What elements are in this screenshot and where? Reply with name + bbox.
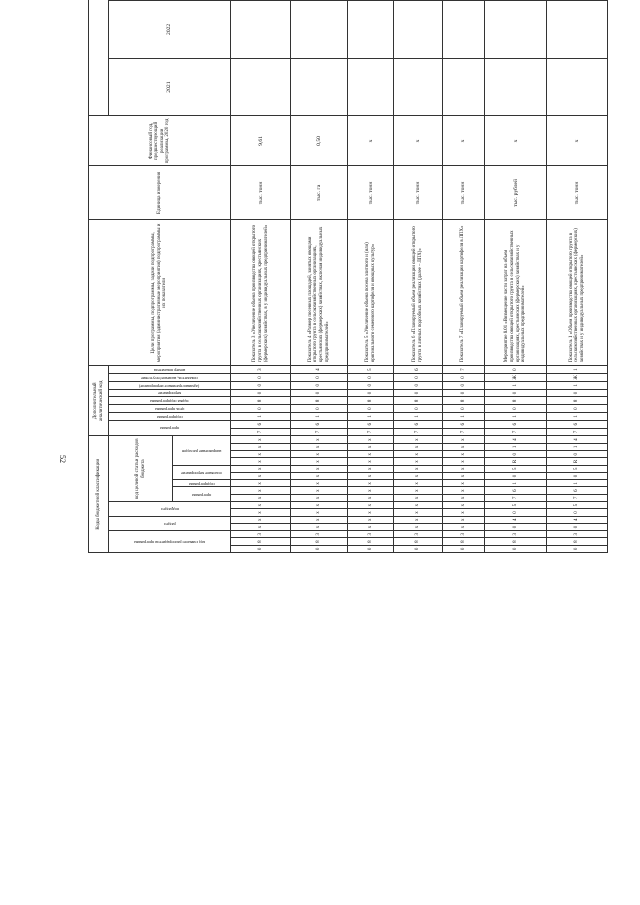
budget-code-digit: x <box>231 472 291 479</box>
budget-code-digit: 8 <box>231 538 291 545</box>
year-value <box>442 0 484 58</box>
budget-code-digit: 0 <box>484 545 546 552</box>
analytic-code-digit: 0 <box>442 374 484 382</box>
budget-code-digit: x <box>394 494 442 501</box>
year-value <box>394 0 442 58</box>
budget-code-digit: x <box>347 494 393 501</box>
analytic-code-digit: 1 <box>547 381 608 389</box>
analytic-code-digit: 0 <box>484 405 546 413</box>
budget-code-digit: x <box>231 509 291 516</box>
budget-code-digit: 4 <box>547 436 608 443</box>
analytic-code-digit: 7 <box>291 428 347 436</box>
budget-code-digit: 4 <box>484 516 546 523</box>
main-event-code-header: основное мероприятие <box>173 465 231 480</box>
analytic-code-digit: 1 <box>231 413 291 421</box>
analytic-code-digit: 1 <box>291 413 347 421</box>
table-row <box>394 0 442 553</box>
budget-code-digit: x <box>291 451 347 458</box>
analytic-code-digit: 5 <box>347 366 393 374</box>
year-2022-header: 2022 <box>109 0 231 58</box>
analytic-code-digit: 0 <box>347 405 393 413</box>
budget-code-digit: 3 <box>484 531 546 538</box>
budget-code-digit: x <box>347 487 393 494</box>
budget-code-digit: 3 <box>394 531 442 538</box>
analytic-code-digit: Ж <box>547 374 608 382</box>
subsection-header: подраздел <box>109 502 231 517</box>
table-row <box>547 0 608 553</box>
year-value <box>291 0 347 58</box>
budget-code-digit: x <box>442 502 484 509</box>
analytic-code-digit: 0 <box>347 374 393 382</box>
analytic-code-digit: 7 <box>231 428 291 436</box>
base-year-value: 9,61 <box>231 116 291 166</box>
budget-code-digit: x <box>442 516 484 523</box>
table-row <box>231 0 291 553</box>
budget-code-digit: 0 <box>231 545 291 552</box>
analytic-indicator-type-header: показатель, наличие/отсутствие <box>109 374 231 382</box>
budget-code-digit: 3 <box>347 531 393 538</box>
budget-code-digit: x <box>291 465 347 472</box>
admin-code-header: код главного распорядителя программы <box>109 531 231 553</box>
analytic-code-digit: 0 <box>394 374 442 382</box>
budget-code-digit: x <box>291 487 347 494</box>
budget-code-digit: x <box>291 458 347 465</box>
budget-code-digit: x <box>231 523 291 530</box>
budget-code-digit: x <box>394 465 442 472</box>
analytic-code-digit: 0 <box>347 389 393 397</box>
analytic-code-digit: 0 <box>231 374 291 382</box>
budget-code-digit: 1 <box>547 443 608 450</box>
year-value <box>347 58 393 116</box>
analytic-code-digit: 8 <box>231 397 291 405</box>
budget-code-digit: x <box>347 436 393 443</box>
budget-code-digit: 0 <box>484 472 546 479</box>
analytic-code-digit: 0 <box>347 381 393 389</box>
analytic-task-header: задача подпрограммы <box>109 397 231 405</box>
budget-code-digit: x <box>291 443 347 450</box>
year-value <box>442 58 484 116</box>
analytic-code-digit: 0 <box>442 381 484 389</box>
budget-code-digit: x <box>442 443 484 450</box>
indicator-text: Показатель 4 «Размер посевных площадей, занятых овощами открытого грунта в сельскохозяйственных организациях, крестьянских (фермерских) хозяйствах, включая индивидуальных предпринимателей» <box>291 220 347 366</box>
unit-header: Единица измерения <box>89 166 231 220</box>
fiscal-year-header: Финансовый год, предшествующий реализации программы, 2020 год <box>89 116 231 166</box>
budget-code-digit: x <box>442 480 484 487</box>
budget-code-digit: x <box>231 480 291 487</box>
budget-code-digit: 0 <box>547 451 608 458</box>
budget-code-digit: x <box>442 472 484 479</box>
analytic-code-digit: 7 <box>347 428 393 436</box>
budget-code-digit: 8 <box>291 538 347 545</box>
analytic-code-digit: 4 <box>291 366 347 374</box>
analytic-code-digit: 0 <box>547 389 608 397</box>
budget-code-digit: 6 <box>547 487 608 494</box>
analytic-code-digit: 8 <box>547 397 608 405</box>
budget-code-digit: x <box>347 523 393 530</box>
subprogram-code-header: подпрограмма <box>173 480 231 487</box>
budget-code-digit: 8 <box>547 538 608 545</box>
analytic-admin-header: (административное мероприятие) <box>109 381 231 389</box>
budget-code-digit: 0 <box>291 545 347 552</box>
analytic-code-digit: 8 <box>442 397 484 405</box>
budget-code-digit: x <box>442 458 484 465</box>
year-value <box>347 0 393 58</box>
year-value <box>547 0 608 58</box>
budget-code-digit: 3 <box>547 531 608 538</box>
unit-cell: тыс. рублей <box>484 166 546 220</box>
base-year-value: x <box>547 116 608 166</box>
analytic-goal-header: цель программы <box>109 405 231 413</box>
analytic-code-digit: 1 <box>394 413 442 421</box>
analytic-code-digit: 0 <box>547 405 608 413</box>
analytic-code-digit: 6 <box>291 420 347 428</box>
budget-code-digit: 4 <box>547 516 608 523</box>
indicator-text: Показатель 7 «Планируемый объем реализации картофеля в ЛПХ» <box>442 220 484 366</box>
budget-code-digit: x <box>231 465 291 472</box>
section-header: раздел <box>109 516 231 531</box>
budget-code-digit: x <box>442 487 484 494</box>
analytic-code-digit: 1 <box>484 413 546 421</box>
base-year-value: x <box>347 116 393 166</box>
budget-code-digit: 0 <box>394 545 442 552</box>
year-value <box>394 58 442 116</box>
analytic-code-digit: 0 <box>394 405 442 413</box>
budget-code-digit: 5 <box>484 465 546 472</box>
budget-code-digit: 0 <box>484 509 546 516</box>
budget-code-digit: x <box>231 443 291 450</box>
budget-code-digit: x <box>231 458 291 465</box>
budget-code-digit: 0 <box>442 545 484 552</box>
budget-code-digit: x <box>291 509 347 516</box>
analytic-code-digit: 6 <box>547 420 608 428</box>
table-row <box>484 0 546 553</box>
unit-cell: тыс. тонн <box>231 166 291 220</box>
year-value <box>484 0 546 58</box>
budget-code-digit: x <box>347 443 393 450</box>
year-value <box>291 58 347 116</box>
analytic-program-header: программа <box>109 420 231 436</box>
analytic-code-digit: 8 <box>394 397 442 405</box>
analytic-subprogram-header: подпрограмма <box>109 413 231 421</box>
analytic-code-digit: 0 <box>484 389 546 397</box>
year-value <box>484 58 546 116</box>
unit-cell: тыс. тонн <box>547 166 608 220</box>
budget-code-digit: x <box>347 458 393 465</box>
unit-cell: тыс. тонн <box>347 166 393 220</box>
budget-code-digit: x <box>231 436 291 443</box>
unit-cell: тыс. га <box>291 166 347 220</box>
budget-code-digit: 0 <box>547 509 608 516</box>
budget-code-digit: x <box>291 494 347 501</box>
program-code-header: программа <box>173 487 231 502</box>
analytic-event-header: мероприятие <box>109 389 231 397</box>
budget-code-digit: x <box>394 487 442 494</box>
analytic-code-digit: 0 <box>442 389 484 397</box>
page-number: 52 <box>58 455 67 463</box>
table-row <box>347 0 393 553</box>
budget-code-digit: 4 <box>484 436 546 443</box>
analytic-code-digit: 3 <box>231 366 291 374</box>
base-year-value: 0,50 <box>291 116 347 166</box>
analytic-code-digit: 6 <box>442 420 484 428</box>
analytic-code-digit: 0 <box>484 366 546 374</box>
analytic-indicator-number-header: номер показателя <box>109 366 231 374</box>
base-year-value: x <box>394 116 442 166</box>
budget-code-digit: x <box>347 451 393 458</box>
budget-code-digit: x <box>347 509 393 516</box>
analytic-code-digit: 7 <box>484 428 546 436</box>
analytic-code-digit: 7 <box>394 428 442 436</box>
budget-code-digit: x <box>394 458 442 465</box>
analytic-code-digit: 0 <box>394 389 442 397</box>
budget-code-digit: 0 <box>347 545 393 552</box>
budget-code-digit: 0 <box>547 472 608 479</box>
table-row <box>291 0 347 553</box>
indicator-text: Мероприятие 8.01 «Возмещение части затрат на объем производства овощей открытого грунта в сельскохозяйственных организациях, крестьянских (фермерских) хозяйствах и у индивидуальных предпринимателей» <box>484 220 546 366</box>
budget-code-digit: x <box>347 472 393 479</box>
analytic-code-digit: 1 <box>547 366 608 374</box>
year-value <box>231 0 291 58</box>
budget-code-digit: x <box>231 494 291 501</box>
budget-code-digit: x <box>291 516 347 523</box>
budget-code-digit: 0 <box>484 523 546 530</box>
budget-code-digit: 6 <box>484 487 546 494</box>
year-value <box>231 58 291 116</box>
budget-code-digit: 1 <box>484 443 546 450</box>
analytic-code-digit: 0 <box>394 381 442 389</box>
budget-code-digit: 5 <box>547 502 608 509</box>
budget-code-digit: x <box>442 509 484 516</box>
analytic-code-digit: 6 <box>394 366 442 374</box>
budget-code-digit: x <box>442 465 484 472</box>
analytic-code-digit: 8 <box>347 397 393 405</box>
analytic-code-digit: 1 <box>484 381 546 389</box>
budget-code-digit: 8 <box>347 538 393 545</box>
budget-code-digit: R <box>484 458 546 465</box>
analytic-code-digit: 6 <box>231 420 291 428</box>
table-row <box>442 0 484 553</box>
budget-code-digit: 5 <box>484 502 546 509</box>
base-year-value: x <box>442 116 484 166</box>
budget-code-digit: x <box>394 443 442 450</box>
analytic-code-digit: 6 <box>347 420 393 428</box>
budget-code-digit: 1 <box>547 480 608 487</box>
budget-code-digit: x <box>347 465 393 472</box>
indicator-text: Показатель 5 «Увеличение объема посева элитного и (или) оригинального семенного картофеля и овощных культур» <box>347 220 393 366</box>
budget-code-digit: x <box>442 436 484 443</box>
goals-header: Цели программы, подпрограммы, задачи подпрограммы, мероприятия (административные мероприятия) подпрограммы и их показатели <box>89 220 231 366</box>
budget-code-digit: x <box>231 487 291 494</box>
target-article-header: код целевой статьи расходов бюджета <box>109 436 173 502</box>
analytic-code-header: Дополнительный аналитический код <box>89 366 109 436</box>
unit-cell: тыс. тонн <box>442 166 484 220</box>
budget-code-digit: x <box>291 523 347 530</box>
budget-code-digit: x <box>442 523 484 530</box>
budget-code-digit: x <box>394 516 442 523</box>
budget-code-digit: x <box>442 451 484 458</box>
year-value <box>547 58 608 116</box>
analytic-code-digit: Ж <box>484 374 546 382</box>
unit-cell: тыс. тонн <box>394 166 442 220</box>
budget-code-digit: x <box>394 509 442 516</box>
analytic-code-digit: 0 <box>231 405 291 413</box>
budget-code-digit: 0 <box>547 545 608 552</box>
analytic-code-digit: 7 <box>442 428 484 436</box>
budget-code-digit: 8 <box>442 538 484 545</box>
budget-code-digit: 8 <box>484 538 546 545</box>
budget-code-digit: x <box>231 502 291 509</box>
analytic-code-digit: 1 <box>547 413 608 421</box>
analytic-code-digit: 0 <box>442 405 484 413</box>
analytic-code-digit: 0 <box>291 381 347 389</box>
analytic-code-digit: 0 <box>231 381 291 389</box>
indicator-text: Показатель 3 «Увеличение объема производства овощей открытого грунта в сельскохозяйственных организациях, крестьянских (фермерских) хозяйствах, в у индивидуальных предпринимателей» <box>231 220 291 366</box>
rotated-table-area <box>88 23 608 888</box>
budget-code-digit: x <box>291 472 347 479</box>
budget-code-digit: 7 <box>547 494 608 501</box>
indicator-text: Показатель 1 «Объем производства овощей открытого грунта в сельскохозяйственных организациях, крестьянских (фермерских) хозяйствах и у индивидуальных предпринимателей» <box>547 220 608 366</box>
analytic-code-digit: 0 <box>291 405 347 413</box>
budget-code-digit: x <box>347 480 393 487</box>
year-2021-header: 2021 <box>109 58 231 116</box>
budget-code-digit: 7 <box>484 494 546 501</box>
direction-code-header: направление расходов <box>173 436 231 465</box>
budget-code-digit: 0 <box>547 523 608 530</box>
analytic-code-digit: 8 <box>291 397 347 405</box>
analytic-code-digit: 0 <box>291 389 347 397</box>
analytic-code-digit: 1 <box>442 413 484 421</box>
analytic-code-digit: 8 <box>484 397 546 405</box>
budget-code-digit: 5 <box>547 465 608 472</box>
budget-code-digit: 3 <box>291 531 347 538</box>
budget-code-digit: 3 <box>442 531 484 538</box>
budget-code-digit: 8 <box>394 538 442 545</box>
landscape-page <box>88 0 608 553</box>
budget-code-digit: x <box>394 480 442 487</box>
budget-code-digit: x <box>347 516 393 523</box>
program-table <box>88 0 608 553</box>
budget-code-digit: x <box>347 502 393 509</box>
indicator-text: Показатель 6 «Планируемый объем реализации овощей открытого грунта в личных подсобных хозяйствах (далее – ЛПХ)» <box>394 220 442 366</box>
analytic-code-digit: 6 <box>484 420 546 428</box>
budget-code-digit: 0 <box>484 451 546 458</box>
analytic-code-digit: 0 <box>291 374 347 382</box>
years-header <box>89 0 109 116</box>
budget-code-digit: x <box>231 516 291 523</box>
budget-code-digit: 1 <box>484 480 546 487</box>
budget-code-digit: x <box>291 436 347 443</box>
budget-code-digit: x <box>394 502 442 509</box>
budget-codes-header: Коды бюджетной классификации <box>89 436 109 553</box>
budget-code-digit: 3 <box>231 531 291 538</box>
budget-code-digit: x <box>291 480 347 487</box>
budget-code-digit: x <box>394 472 442 479</box>
analytic-code-digit: 7 <box>442 366 484 374</box>
budget-code-digit: R <box>547 458 608 465</box>
budget-code-digit: x <box>291 502 347 509</box>
base-year-value: x <box>484 116 546 166</box>
analytic-code-digit: 0 <box>231 389 291 397</box>
budget-code-digit: x <box>231 451 291 458</box>
budget-code-digit: x <box>394 451 442 458</box>
analytic-code-digit: 1 <box>347 413 393 421</box>
budget-code-digit: x <box>394 436 442 443</box>
analytic-code-digit: 7 <box>547 428 608 436</box>
analytic-code-digit: 6 <box>394 420 442 428</box>
budget-code-digit: x <box>394 523 442 530</box>
budget-code-digit: x <box>442 494 484 501</box>
